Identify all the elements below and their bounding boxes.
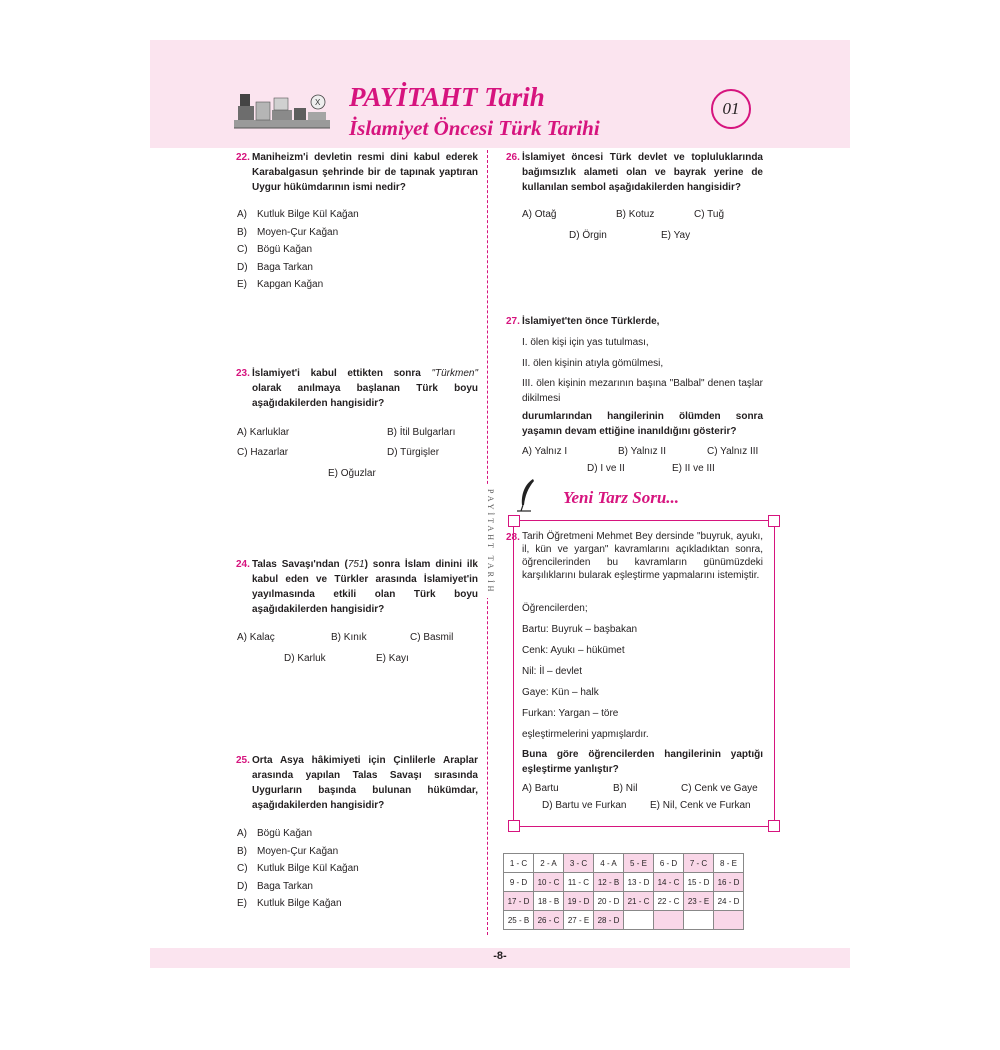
option-a[interactable]: A) Bartu	[522, 783, 559, 794]
option-c[interactable]: C) Yalnız III	[707, 446, 759, 457]
option-a[interactable]: A) Bögü Kağan	[237, 828, 313, 839]
table-cell: 27 - E	[564, 911, 594, 930]
option-d[interactable]: D) Örgin	[569, 230, 607, 241]
question-number: 23.	[236, 368, 250, 379]
question-stem: Maniheizm'i devletin resmi dini kabul ederek Karabalgasun şehrinde bir de tapınak yaptıran Uygur hükümdarının ismi nedir?	[252, 152, 478, 193]
option-d[interactable]: D) Baga Tarkan	[237, 881, 313, 892]
option-c[interactable]: C) Bögü Kağan	[237, 244, 313, 255]
option-e[interactable]: E) Kutluk Bilge Kağan	[237, 898, 342, 909]
page-number: -8-	[493, 950, 507, 962]
frame-corner	[508, 820, 520, 832]
question-stem: Talas Savaşı'ndan (751) sonra İslam dinini ilk kabul eden ve Türkler arasında İslamiyet'in yayılmasında etkili olan Türk boyu aşağıdakilerden hangisidir?	[252, 559, 478, 615]
pair-3: Nil: İl – devlet	[522, 666, 583, 677]
answer-key-table	[503, 853, 744, 930]
option-c[interactable]: C) Cenk ve Gaye	[681, 783, 758, 794]
question-22	[236, 150, 478, 195]
table-cell: 9 - D	[504, 873, 534, 892]
table-cell: 8 - E	[714, 854, 744, 873]
question-stem: Orta Asya hâkimiyeti için Çinlilerle Araplar arasında yapılan Talas Savaşı sırasında Uygurların başında bulunan hükümdar, aşağıdakilerden hangisidir?	[252, 755, 478, 811]
question-28-prompt: Buna göre öğrencilerden hangilerinin yaptığı eşleştirme yanlıştır?	[522, 749, 763, 775]
question-number: 28.	[506, 532, 520, 543]
option-b[interactable]: B) Nil	[613, 783, 638, 794]
table-cell	[684, 911, 714, 930]
option-d[interactable]: D) Baga Tarkan	[237, 262, 313, 273]
question-25	[236, 753, 478, 813]
question-stem: İslamiyet öncesi Türk devlet ve topluluklarında bağımsızlık alameti olan ve bayrak yerine de kullanılan sembol aşağıdakilerden hangisidir?	[522, 152, 763, 193]
option-c[interactable]: C) Hazarlar	[237, 447, 289, 458]
new-style-question-label: Yeni Tarz Soru...	[563, 488, 680, 507]
quill-pen-icon	[515, 478, 539, 512]
table-row	[504, 892, 744, 911]
option-e[interactable]: E) Oğuzlar	[328, 468, 376, 479]
option-a[interactable]: A) Kalaç	[237, 632, 275, 643]
frame-corner	[768, 820, 780, 832]
option-a[interactable]: A) Otağ	[522, 209, 557, 220]
table-cell: 7 - C	[684, 854, 714, 873]
question-28	[506, 530, 763, 582]
option-d[interactable]: D) Türgişler	[387, 447, 440, 458]
book-title: PAYİTAHT Tarih	[349, 82, 545, 112]
table-cell: 19 - D	[564, 892, 594, 911]
option-c[interactable]: C) Kutluk Bilge Kül Kağan	[237, 863, 359, 874]
table-row	[504, 873, 744, 892]
option-b[interactable]: B) Kınık	[331, 632, 367, 643]
frame-corner	[508, 515, 520, 527]
table-row	[504, 911, 744, 930]
svg-text:X: X	[315, 98, 321, 107]
table-cell: 25 - B	[504, 911, 534, 930]
table-cell: 20 - D	[594, 892, 624, 911]
frame-corner	[768, 515, 780, 527]
table-cell: 14 - C	[654, 873, 684, 892]
pairs-closing: eşleştirmelerini yapmışlardır.	[522, 729, 649, 740]
table-cell: 10 - C	[534, 873, 564, 892]
question-27	[506, 314, 763, 329]
table-cell: 17 - D	[504, 892, 534, 911]
table-cell: 22 - C	[654, 892, 684, 911]
table-cell: 15 - D	[684, 873, 714, 892]
option-a[interactable]: A) Kutluk Bilge Kül Kağan	[237, 209, 359, 220]
question-stem: İslamiyet'ten önce Türklerde,	[522, 316, 660, 327]
option-a[interactable]: A) Karluklar	[237, 427, 290, 438]
table-cell: 3 - C	[564, 854, 594, 873]
unit-number-badge: 01	[711, 89, 751, 129]
option-b[interactable]: B) Kotuz	[616, 209, 655, 220]
option-b[interactable]: B) İtil Bulgarları	[387, 427, 456, 438]
option-d[interactable]: D) Karluk	[284, 653, 326, 664]
question-24	[236, 557, 478, 617]
table-cell	[714, 911, 744, 930]
table-cell: 6 - D	[654, 854, 684, 873]
question-intro: Tarih Öğretmeni Mehmet Bey dersinde "buyruk, ayukı, il, kün ve yargan" kavramlarını açıkladıktan sonra, öğrencilerinden bu kavramların günümüzdeki karşılıklarını bularak eşleştirme yapmalarını istemiştir.	[522, 531, 763, 581]
option-c[interactable]: C) Tuğ	[694, 209, 725, 220]
pair-5: Furkan: Yargan – töre	[522, 708, 619, 719]
pair-2: Cenk: Ayukı – hükümet	[522, 645, 625, 656]
question-26	[506, 150, 763, 195]
option-d[interactable]: D) Bartu ve Furkan	[542, 800, 627, 811]
pair-1: Bartu: Buyruk – başbakan	[522, 624, 638, 635]
question-number: 27.	[506, 316, 520, 327]
table-cell: 18 - B	[534, 892, 564, 911]
option-b[interactable]: B) Yalnız II	[618, 446, 666, 457]
table-cell: 26 - C	[534, 911, 564, 930]
table-cell: 5 - E	[624, 854, 654, 873]
option-e[interactable]: E) Nil, Cenk ve Furkan	[650, 800, 751, 811]
option-b[interactable]: B) Moyen-Çur Kağan	[237, 846, 339, 857]
question-27-prompt: durumlarından hangilerinin ölümden sonra yaşamın devam ettiğine inanıldığını gösterir?	[522, 411, 763, 437]
table-row	[504, 854, 744, 873]
option-e[interactable]: E) II ve III	[672, 463, 715, 474]
statement-2: II. ölen kişinin atıyla gömülmesi,	[522, 358, 664, 369]
pair-4: Gaye: Kün – halk	[522, 687, 599, 698]
option-a[interactable]: A) Yalnız I	[522, 446, 568, 457]
table-cell	[624, 911, 654, 930]
table-cell: 2 - A	[534, 854, 564, 873]
option-e[interactable]: E) Kayı	[376, 653, 409, 664]
table-cell: 24 - D	[714, 892, 744, 911]
table-cell: 28 - D	[594, 911, 624, 930]
question-number: 25.	[236, 755, 250, 766]
question-23	[236, 366, 478, 411]
question-stem: İslamiyet'i kabul ettikten sonra "Türkmen" olarak anılmaya başlanan Türk boyu aşağıdakilerden hangisidir?	[252, 368, 478, 409]
side-brand-text: PAYİTAHT TARİH	[481, 485, 495, 598]
unit-title: İslamiyet Öncesi Türk Tarihi	[349, 116, 600, 140]
history-books-logo-icon	[232, 84, 332, 132]
statement-1: I. ölen kişi için yas tutulması,	[522, 337, 649, 348]
table-cell: 23 - E	[684, 892, 714, 911]
table-cell: 16 - D	[714, 873, 744, 892]
option-b[interactable]: B) Moyen-Çur Kağan	[237, 227, 339, 238]
statement-3: III. ölen kişinin mezarının başına "Balbal" denen taşlar dikilmesi	[522, 378, 763, 404]
table-cell: 11 - C	[564, 873, 594, 892]
table-cell: 12 - B	[594, 873, 624, 892]
question-number: 26.	[506, 152, 520, 163]
table-cell: 4 - A	[594, 854, 624, 873]
question-number: 24.	[236, 559, 250, 570]
question-number: 22.	[236, 152, 250, 163]
option-e[interactable]: E) Kapgan Kağan	[237, 279, 324, 290]
option-e[interactable]: E) Yay	[661, 230, 691, 241]
table-cell: 21 - C	[624, 892, 654, 911]
table-cell	[654, 911, 684, 930]
table-cell: 13 - D	[624, 873, 654, 892]
students-label: Öğrencilerden;	[522, 603, 588, 614]
option-c[interactable]: C) Basmil	[410, 632, 454, 643]
option-d[interactable]: D) I ve II	[587, 463, 625, 474]
table-cell: 1 - C	[504, 854, 534, 873]
